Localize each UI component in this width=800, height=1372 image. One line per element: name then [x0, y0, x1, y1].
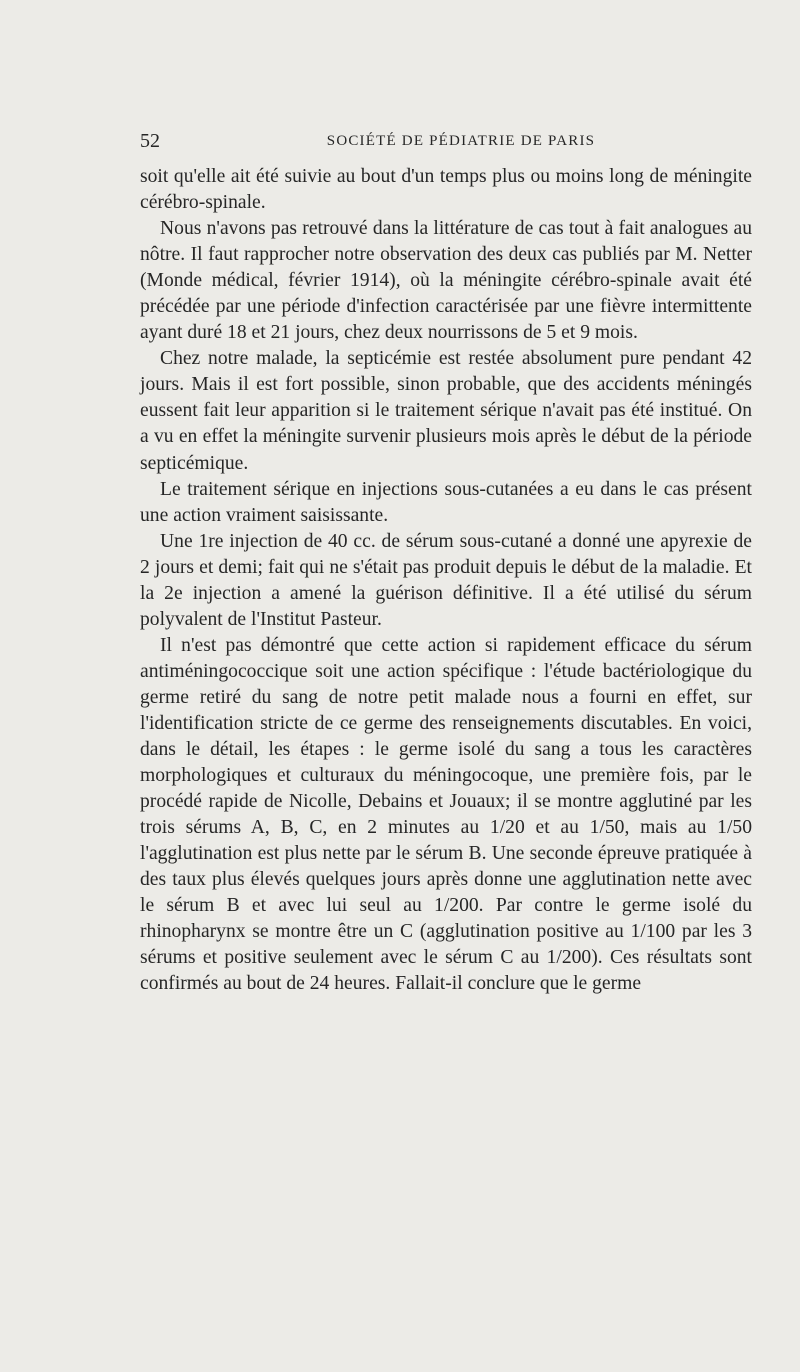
paragraph: soit qu'elle ait été suivie au bout d'un temps plus ou moins long de méningite cérébro-spinale. [140, 166, 752, 214]
paragraph: Le traitement sérique en injections sous-cutanées a eu dans le cas présent une action vraiment saisissante. [140, 478, 752, 526]
running-title: SOCIÉTÉ DE PÉDIATRIE DE PARIS [326, 133, 596, 149]
paragraph: Il n'est pas démontré que cette action si rapidement efficace du sérum antiméningococcique soit une action spécifique : l'étude bactériologique du germe retiré du sang de notre petit malade nous a fourni en effet, sur l'identification stricte de ce germe des renseignements discutables. En voici, dans le détail, les étapes : le germe isolé du sang a tous les caractères morphologiques et culturaux du méningocoque, une première fois, par le procédé rapide de Nicolle, Debains et Jouaux; il se montre agglutiné par les trois sérums A, B, C, en 2 minutes au 1/20 et au 1/50, mais au 1/50 l'agglutination est plus nette par le sérum B. Une seconde épreuve pratiquée à des taux plus élevés quelques jours après donne une agglutination nette avec le sérum B et avec lui seul au 1/200. Par contre le germe isolé du rhinopharynx se montre être un C (agglutination positive au 1/100 par les 3 sérums et positive seulement avec le sérum C au 1/200). Ces résultats sont confirmés au bout de 24 heures. Fallait-il conclure que le germe [140, 634, 752, 995]
paragraph: Nous n'avons pas retrouvé dans la littérature de cas tout à fait analogues au nôtre. Il faut rapprocher notre observation des deux cas publiés par M. Netter (Monde médical, février 1914), où la méningite cérébro-spinale avait été précédée par une période d'infection caractérisée par une fièvre intermittente ayant duré 18 et 21 jours, chez deux nourrissons de 5 et 9 mois. [140, 218, 752, 344]
paragraph: Une 1re injection de 40 cc. de sérum sous-cutané a donné une apyrexie de 2 jours et demi; fait qui ne s'était pas produit depuis le début de la maladie. Et la 2e injection a amené la guérison définitive. Il a été utilisé du sérum polyvalent de l'Institut Pasteur. [140, 530, 752, 630]
page-number: 52 [140, 130, 160, 152]
page-header [140, 127, 752, 155]
body-text [140, 164, 752, 998]
paragraph: Chez notre malade, la septicémie est restée absolument pure pendant 42 jours. Mais il est fort possible, sinon probable, que des accidents méningés eussent fait leur apparition si le traitement sérique n'avait pas été institué. On a vu en effet la méningite survenir plusieurs mois après le début de la période septicémique. [140, 348, 752, 474]
